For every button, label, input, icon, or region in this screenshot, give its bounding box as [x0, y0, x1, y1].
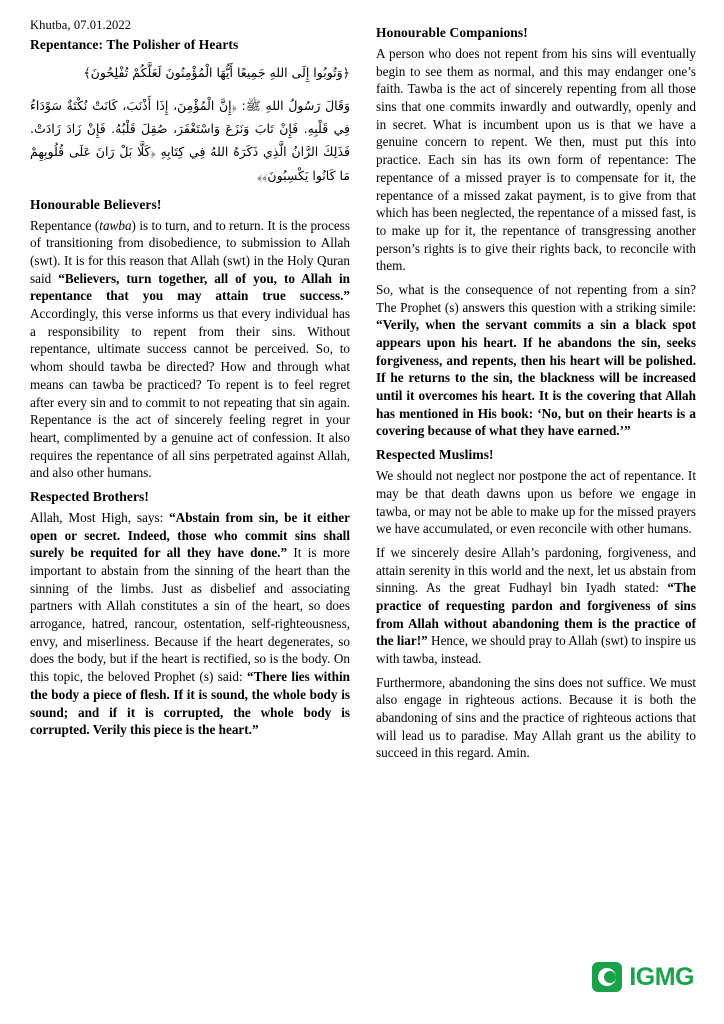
section-heading: Honourable Believers! [30, 196, 162, 212]
khutba-date: Khutba, 07.01.2022 [30, 18, 132, 32]
left-column [30, 18, 350, 1014]
body-paragraph: A person who does not repent from his sins will eventually begin to see them as normal, and this may endanger one’s faith. Tawba is the act of sincerely repenting from all those sins that one commits inwardly and outwardly, openly and in secret. What is incumbent upon us is that we have a genuine concern to repent. We then, must put this into practice. Each sin has its own form of repentance: The repentance of a missed prayer is to compensate for it, the repentance of a missed zakat payment, is to give from that which has been neglected, the repentance of a missed fast, is to make up for it, the repentance of transgressing another person’s rights is to give their rights back, to reconcile with them. [376, 46, 696, 274]
left-column-body [30, 197, 350, 739]
page-title: Repentance: The Polisher of Hearts [30, 37, 239, 52]
body-paragraph: If we sincerely desire Allah’s pardoning, forgiveness, and attain serenity in this world and the next, let us abstain from sinning. As the great Fudhayl bin Iyadh stated: “The practice of requesting pardon and forgiveness of sins from Allah without abandoning them is the practice of the liar!” Hence, we should pray to Allah (swt) to inspire us with tawba, instead. [376, 544, 697, 666]
arabic-hadith-text: وَقَالَ رَسُولُ اللهِ ﷺ: ﴿إِنَّ الْمُؤْمِنَ، إِذَا أَذْنَبَ، كَانَتْ نُكْتَةٌ سَوْدَاءُ فِي قَلْبِهِ. فَإِنْ تَابَ وَنَزَعَ وَاسْتَغْفَرَ، صُقِلَ قَلْبُهُ. فَإِنْ زَادَ زَادَتْ. فَذَلِكَ الرَّانُ الَّذِي ذَكَرَهُ اللهُ فِي كِتَابِهِ ﴿كَلَّا بَلْ رَانَ عَلَى قُلُوبِهِمْ مَا كَانُوا يَكْسِبُونَ﴾﴾ [30, 98, 350, 183]
igmg-logo [592, 962, 694, 992]
body-paragraph: Repentance (tawba) is to turn, and to return. It is the process of transitioning from disobedience, to submission to Allah (swt). It is for this reason that Allah (swt) in the Holy Quran said “Believers, turn together, all of you, to Allah in repentance that you may attain true success.” Accordingly, this verse informs us that every individual has a responsibility to repent from their sins. Without repentance, ultimate success cannot be perceived. So, to whom should tawba be directed? How and through what means can tawba be practiced? To repent is to feel regret after every sin and to commit to not repeating that sin again. Repentance is the act of sincerely feeling regret in your heart, complimented by a genuine act of confession. It also requires the repentance of all sins perpetrated against Allah, and also other humans. [30, 217, 350, 481]
section-heading: Honourable Companions! [376, 25, 528, 40]
body-paragraph: Furthermore, abandoning the sins does not suffice. We must also engage in righteous actions. Because it is both the abandoning of sins and the practice of righteous actions that will lead us to paradise. May Allah grant us the ability to succeed in this regard. Amin. [376, 674, 696, 761]
body-paragraph: So, what is the consequence of not repenting from a sin? The Prophet (s) answers this question with a striking simile: “Verily, when the servant commits a sin a black spot appears upon his heart. If he abandons the sin, seeks forgiveness, and repents, then his heart will be polished. If he returns to the sin, the blackness will be increased until it overcomes his heart. It is the covering that Allah has mentioned in His book: ‘No, but on their hearts is a covering because of what they have earned.’” [376, 281, 696, 439]
arabic-quran-verse: ﴿وَتُوبُوا إِلَى اللهِ جَمِيعًا أَيُّهَا الْمُؤْمِنُونَ لَعَلَّكُمْ تُفْلِحُونَ﴾ [83, 65, 350, 80]
two-column-layout [30, 18, 700, 1014]
logo-text: IGMG [629, 962, 694, 991]
right-column [376, 18, 696, 1014]
section-heading: Respected Muslims! [376, 447, 494, 463]
section-heading: Respected Brothers! [30, 488, 149, 504]
body-paragraph: We should not neglect nor postpone the act of repentance. It may be that death dawns upon us before we engage in tawba, or may not be able to make up for the missed prayers we have accumulated, or even reconcile with other humans. [376, 468, 696, 537]
body-paragraph: Allah, Most High, says: “Abstain from sin, be it either open or secret. Indeed, those who commit sins shall surely be requited for all they have done.” It is more important to abstain from the sinning of the heart than the sinning of the limbs. Just as disbelief and associating partners with Allah constitutes a sin of the heart, so does arrogance, hatred, rancour, ostentation, self-righteousness, envy, and miserliness. Because if the heart degenerates, so does the body, but if the heart is rectified, so is the body. On this topic, the beloved Prophet (s) said: “There lies within the body a piece of flesh. If it is sound, the whole body is sound; and if it is corrupted, the whole body is corrupted. Verily this piece is the heart.” [30, 509, 351, 738]
crescent-logo-icon [592, 962, 622, 992]
right-column-body [376, 25, 696, 762]
